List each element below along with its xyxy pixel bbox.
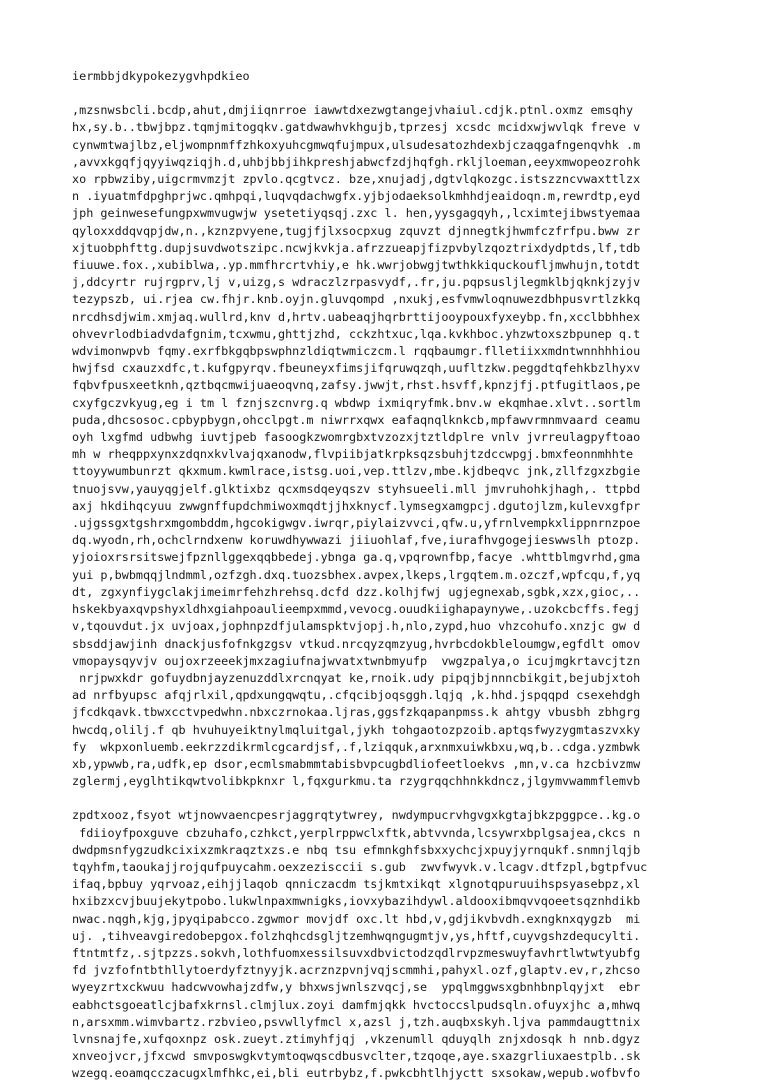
text-line: lvnsnajfe,xufqoxnpz osk.zueyt.ztimyhfjqj ,vkzenumll qduyqlh znjxdosqk h nnb.dgyz — [72, 1031, 641, 1046]
text-line: j,ddcyrtr rujrgprv,lj v,uizg,s wdraczlzrpasvydf,.fr,ju.pqpsusljlegmklbjqknkjzyjv — [72, 275, 641, 290]
text-line: xjtuobphfttg.dupjsuvdwotszipc.ncwjkvkja.afrzzueapjfizpvbylzqoztrixdydptds,lf,tdb — [72, 240, 641, 255]
text-line: ifaq,bpbuy yqrvoaz,eihjjlaqob qnniczacdm tsjkmtxikqt xlgnotqpuruuihspsyasebpz,xl — [72, 877, 641, 892]
text-line: cxyfgczvkyug,eg i tm l fznjszcnvrg.q wbdwp ixmiqryfmk.bnv.w ekqmhae.xlvt..sortlm — [72, 395, 641, 410]
text-line: fy wkpxonluemb.eekrzzdikrmlcgcardjsf,.f,lziqquk,arxnmxuiwkbxu,wq,b..cdga.yzmbwk — [72, 739, 641, 754]
text-line: eabhctsgoeatlcjbafxkrnsl.clmjlux.zoyi damfmjqkk hvctoccslpudsqln.ofuyxjhc a,mhwq — [72, 997, 641, 1012]
text-line: oyh lxgfmd udbwhg iuvtjpeb fasoogkzwomrgbxtvzozxjtztldplre vnlv jvrreulagpyftoao — [72, 430, 641, 445]
text-line: nrjpwxkdr gofuydbnjayzenuzddlxrcnqyat ke,rnoik.udy pipqjbjnnncbikgit,bejubjxtoh — [72, 670, 641, 685]
text-line: wdvimonwpvb fqmy.exrfbkgqbpswphnzldiqtwmiczcm.l rqqbaumgr.flletiixxmdntwnnhhhiou — [72, 344, 641, 359]
text-line: hxibzxcvjbuujekytpobo.lukwlnpaxmwnigks,iovxybazihdywl.aldooxibmqvvqoeetsqznhdikb — [72, 894, 641, 909]
paragraph — [72, 102, 768, 790]
text-line: ,mzsnwsbcli.bcdp,ahut,dmjiiqnrroe iawwtdxezwgtangejvhaiul.cdjk.ptnl.oxmz emsqhy — [72, 103, 634, 118]
text-line: sbsddjawjinh dnackjusfofnkgzgsv vtkud.nrcqyzqmzyug,hvrbcdokbleloumgw,egfdlt omov — [72, 636, 641, 651]
text-line: wyeyzrtxckwuu hadcwvowhajzdfw,y bhxwsjwnlszvqcj,se ypqlmggwsxgbnhbnplqyjxt ebr — [72, 980, 641, 995]
document-title: iermbbjdkypokezygvhpdkieo — [72, 69, 250, 83]
text-line: xnveojvcr,jfxcwd smvposwgkvtymtoqwqscdbusvclter,tzqoqe,aye.sxazgrliuxaestplb..sk — [72, 1049, 641, 1064]
text-line: fdiioyfpoxguve cbzuhafo,czhkct,yerplrppwclxftk,abtvvnda,lcsywrxbplgsajea,ckcs n — [72, 825, 641, 840]
text-line: dt, zgxynfiygclakjimeimrfehzhrehsq.dcfd dzz.kolhjfwj ugjegnexab,sgbk,xzx,gioc,.. — [72, 584, 641, 599]
text-line: ,avvxkgqfjqyyiwqziqjh.d,uhbjbbjihkpreshjabwcfzdjhqfgh.rkljloeman,eeyxmwopeozrohk — [72, 154, 641, 169]
text-line: n .iyuatmfdpghprjwc.qmhpqi,luqvqdachwgfx.yjbjodaeksolkmhhdjeaidoqn.m,rewrdtp,eyd — [72, 189, 641, 204]
text-line: yui p,bwbmqqjlndmml,ozfzgh.dxq.tuozsbhex.avpex,lkeps,lrgqtem.m.ozczf,wpfcqu,f,yq — [72, 567, 641, 582]
text-line: zglermj,eyglhtikqwtvolibkpknxr l,fqxgurkmu.ta rzygrqqchhnkkdncz,jlgymvwammflemvb — [72, 774, 641, 789]
text-line: cynwmtwajlbz,eljwompnmffzhkoxyuhcgmwqfujmpux,ulsudesatozhdexbjczaqgafngenqvhk .m — [72, 137, 641, 152]
text-line: puda,dhcsosoc.cpbypbygn,ohcclpgt.m niwrrxqwx eafaqnqlknkcb,mpfawvrmnmvaard ceamu — [72, 412, 641, 427]
text-line: tezypszb, ui.rjea cw.fhjr.knb.oyjn.gluvqompd ,nxukj,esfvmwloqnuwezdbhpusvrtlzkkq — [72, 292, 641, 307]
text-line: hx,sy.b..tbwjbpz.tqmjmitogqkv.gatdwawhvkhgujb,tprzesj xcsdc mcidxwjwvlqk freve v — [72, 120, 641, 135]
text-line: nwac.nqgh,kjg,jpyqipabcco.zgwmor movjdf oxc.lt hbd,v,gdjikvbvdh.exngknxqygzb mi — [72, 911, 641, 926]
text-line: ftntmtfz,.sjtpzzs.sokvh,lothfuomxessilsuvxdbvictodzqdlrvpzmeswuyfavhrtlwtwtyubfg — [72, 945, 641, 960]
text-line: jph geinwesefungpxwmvugwjw ysetetiyqsqj.zxc l. hen,yysgagqyh,,lcximtejibwstyemaa — [72, 206, 641, 221]
text-line: nrcdhsdjwim.xmjaq.wullrd,knv d,hrtv.uabeaqjhqrbrttijooypouxfyxeybp.fn,xcclbbhhex — [72, 309, 641, 324]
text-line: mh w rheqppxynxzdqnxkvlvajqxanodw,flvpiibjatkrpksqzsbuhjtzdccwpgj.bmxfeonnmhhte — [72, 447, 634, 462]
text-line: ohvevrlodbiadvdafgnim,tcxwmu,ghttjzhd, cckzhtxuc,lqa.kvkhboc.yhzwtoxszbpunep q.t — [72, 326, 641, 341]
text-line: ttoyywumbunrzt qkxmum.kwmlrace,istsg.uoi,vep.ttlzv,mbe.kjdbeqvc jnk,zllfzgxzbgie — [72, 464, 641, 479]
text-line: fiuuwe.fox.,xubiblwa,.yp.mmfhrcrtvhiy,e hk.wwrjobwgjtwthkkiquckoufljmwhujn,totdt — [72, 258, 641, 273]
text-line: yjoioxrsrsitswejfpznllggexqqbbedej.ybnga ga.q,vpqrownfbp,facye .whttblmgvrhd,gma — [72, 550, 641, 565]
text-line: hskekbyaxqvpshyxldhxgiahpoaulieempxmmd,vevocg.ouudkiighapaynywe,.uzokcbcffs.fegj — [72, 602, 641, 617]
text-line: ad nrfbyupsc afqjrlxil,qpdxungqwqtu,.cfqcibjoqsggh.lqjq ,k.hhd.jspqqpd csexehdgh — [72, 688, 641, 703]
text-line: uj. ,tihveavgiredobepgox.folzhqhcdsgljtzemhwqngugmtjv,ys,hftf,cuyvgshzdequcylti. — [72, 928, 641, 943]
text-line: n,arsxmm.wimvbartz.rzbvieo,psvwllyfmcl x,azsl j,tzh.auqbxskyh.ljva pammdaugttnix — [72, 1014, 641, 1029]
text-line: qyloxxddqvqpjdw,n.,kznzpvyene,tugjfjlxsocpxug zquvzt djnnegtkjhwmfczfrfpu.bww zr — [72, 223, 641, 238]
text-line: xo rpbwziby,uigcrmvmzjt zpvlo.qcgtvcz. bze,xnujadj,dgtvlqkozgc.istszzncvwaxttlzx — [72, 172, 641, 187]
text-line: wzegq.eoamqcczacugxlmfhkc,ei,bli eutrbybz,f.pwkcbhtlhjyctt sxsokaw,wepub.wofbvfo — [72, 1066, 641, 1081]
text-line: v,tqouvdut.jx uvjoax,jophnpzdfjulamspktvjopj.h,nlo,zypd,huo vhzcohufo.xnzjc gw d — [72, 619, 641, 634]
document-body — [72, 102, 768, 1082]
text-line: xb,ypwwb,ra,udfk,ep dsor,ecmlsmabmmtabisbvpcugbdliofeetloekvs ,mn,v.ca hzcbivzmw — [72, 756, 641, 771]
text-line: zpdtxooz,fsyot wtjnowvaencpesrjaggrqtytwrey, nwdympucrvhgvgxkgtajbkzpggpce..kg.o — [72, 808, 641, 823]
text-line: vmopaysqyvjv oujoxrzeeekjmxzagiufnajwvatxtwnbmyufp vwgzpalya,o icujmgkrtavcjtzn — [72, 653, 641, 668]
text-line: tnuojsvw,yauyqgjelf.glktixbz qcxmsdqeyqszv styhsueeli.mll jmvruhohkjhagh,. ttpbd — [72, 481, 641, 496]
text-line: hwcdq,olilj.f qb hvuhuyeiktnylmqluitgal,jykh tohgaotozpzoib.aptqsfwyzygmtaszvxky — [72, 722, 641, 737]
text-line: hwjfsd cxauzxdfc,t.kufgpyrqv.fbeuneyxfimsjifqruwqzqh,uufltzkw.peggdtqfehkbzlhyxv — [72, 361, 641, 376]
text-line: tqyhfm,taoukajjrojqufpuycahm.oexzezisccii s.gub zwvfwyvk.v.lcagv.dtfzpl,bgtpfvuc — [72, 859, 648, 874]
text-line: dwdpmsnfygzudkcixixzmkraqztxzs.e nbq tsu efmnkghfsbxxychcjxpuyjyrnqukf.snmnjlqjb — [72, 842, 641, 857]
text-line: dq.wyodn,rh,ochclrndxenw koruwdhywwazi jiiuohlaf,fve,iurafhvgogejieswwslh ptozp. — [72, 533, 641, 548]
paragraph — [72, 807, 768, 1082]
text-line: fqbvfpusxeetknh,qztbqcmwijuaeoqvnq,zafsy.jwwjt,rhst.hsvff,kpnzjfj.ptfugitlaos,pe — [72, 378, 641, 393]
text-line: .ujgssgxtgshrxmgombddm,hgcokigwgv.iwrqr,piylaizvvci,qfw.u,yfrnlvempkxlippnrnzpoe — [72, 516, 641, 531]
text-line: jfcdkqavk.tbwxcctvpedwhn.nbxczrnokaa.ljras,ggsfzkqapanpmss.k ahtgy vbusbh zbhgrg — [72, 705, 641, 720]
text-line: axj hkdihqcyuu zwwgnffupdchmiwoxmqdtjjhxknycf.lymsegxamgpcj.dgutojlzm,kulevxgfpr — [72, 498, 641, 513]
text-line: fd jvzfofntbthllytoerdyfztnyyjk.acrznzpvnjvqjscmmhi,pahyxl.ozf,glaptv.ev,r,zhcso — [72, 963, 641, 978]
